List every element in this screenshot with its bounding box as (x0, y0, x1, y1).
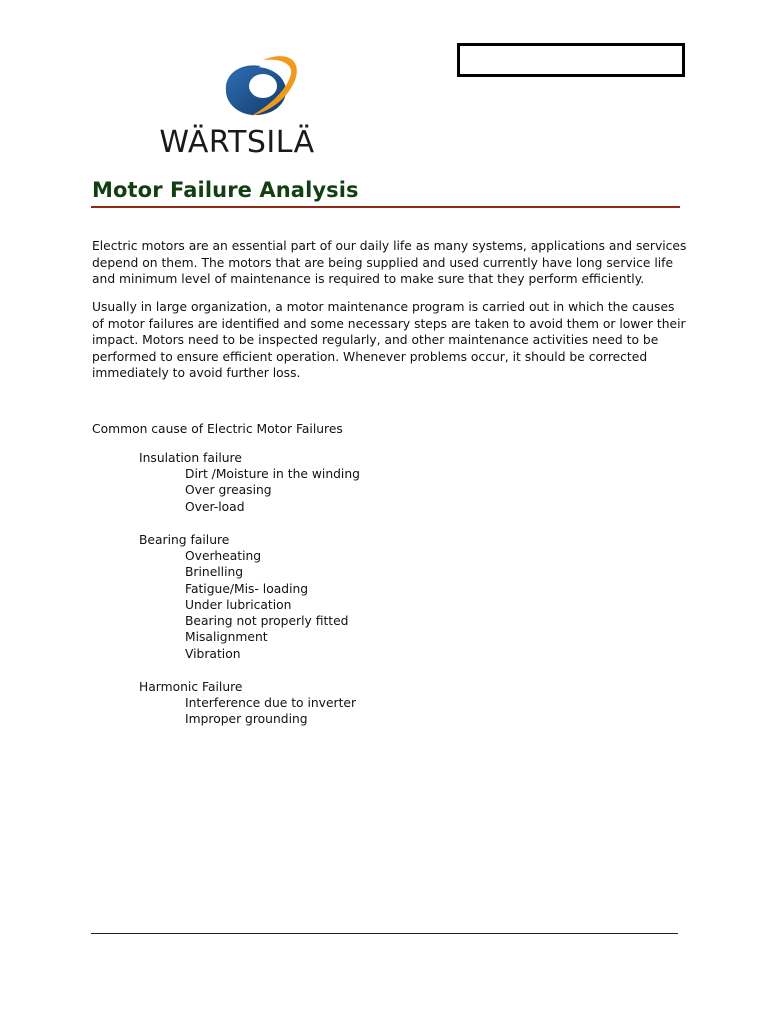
cause-group-title: Harmonic Failure (139, 680, 243, 694)
title-underline (91, 206, 680, 208)
cause-item-list (185, 466, 360, 515)
intro-paragraph-2: Usually in large organization, a motor maintenance program is carried out in which the causes of motor failures are identified and some necessary steps are taken to avoid them or lower their impact. Motors need to be inspected regularly, and other maintenance activities need to be performed to ensure efficient operation. Whenever problems occur, it should be corrected immediately to avoid further loss. (92, 300, 686, 380)
list-item: Over greasing (185, 483, 272, 498)
list-item: Under lubrication (185, 597, 292, 612)
footer-rule (91, 933, 678, 934)
wartsila-logo (143, 48, 331, 160)
intro-paragraph-1: Electric motors are an essential part of our daily life as many systems, applications and services depend on them. The motors that are being supplied and used currently have long service life and minimum level of maintenance is required to make sure that they perform efficiently. (92, 239, 687, 286)
list-item: Fatigue/Mis- loading (185, 581, 309, 596)
cause-group-title: Insulation failure (139, 451, 242, 465)
list-item: Over-load (185, 499, 245, 514)
list-item: Brinelling (185, 565, 244, 580)
list-item: Bearing not properly fitted (185, 614, 349, 629)
wartsila-swoosh-logo-icon (143, 48, 331, 160)
cause-group-title: Bearing failure (139, 533, 230, 547)
document-title: Motor Failure Analysis (92, 178, 359, 202)
list-item: Vibration (185, 646, 241, 661)
header-empty-box (457, 43, 685, 77)
list-item: Improper grounding (185, 712, 308, 727)
cause-item-list (185, 548, 348, 662)
cause-item-list (185, 695, 356, 728)
logo-text: WÄRTSILÄ (159, 125, 315, 160)
list-item: Misalignment (185, 630, 268, 645)
list-item: Overheating (185, 549, 262, 563)
causes-heading: Common cause of Electric Motor Failures (92, 422, 343, 436)
list-item: Interference due to inverter (185, 696, 357, 710)
list-item: Dirt /Moisture in the winding (185, 467, 360, 481)
